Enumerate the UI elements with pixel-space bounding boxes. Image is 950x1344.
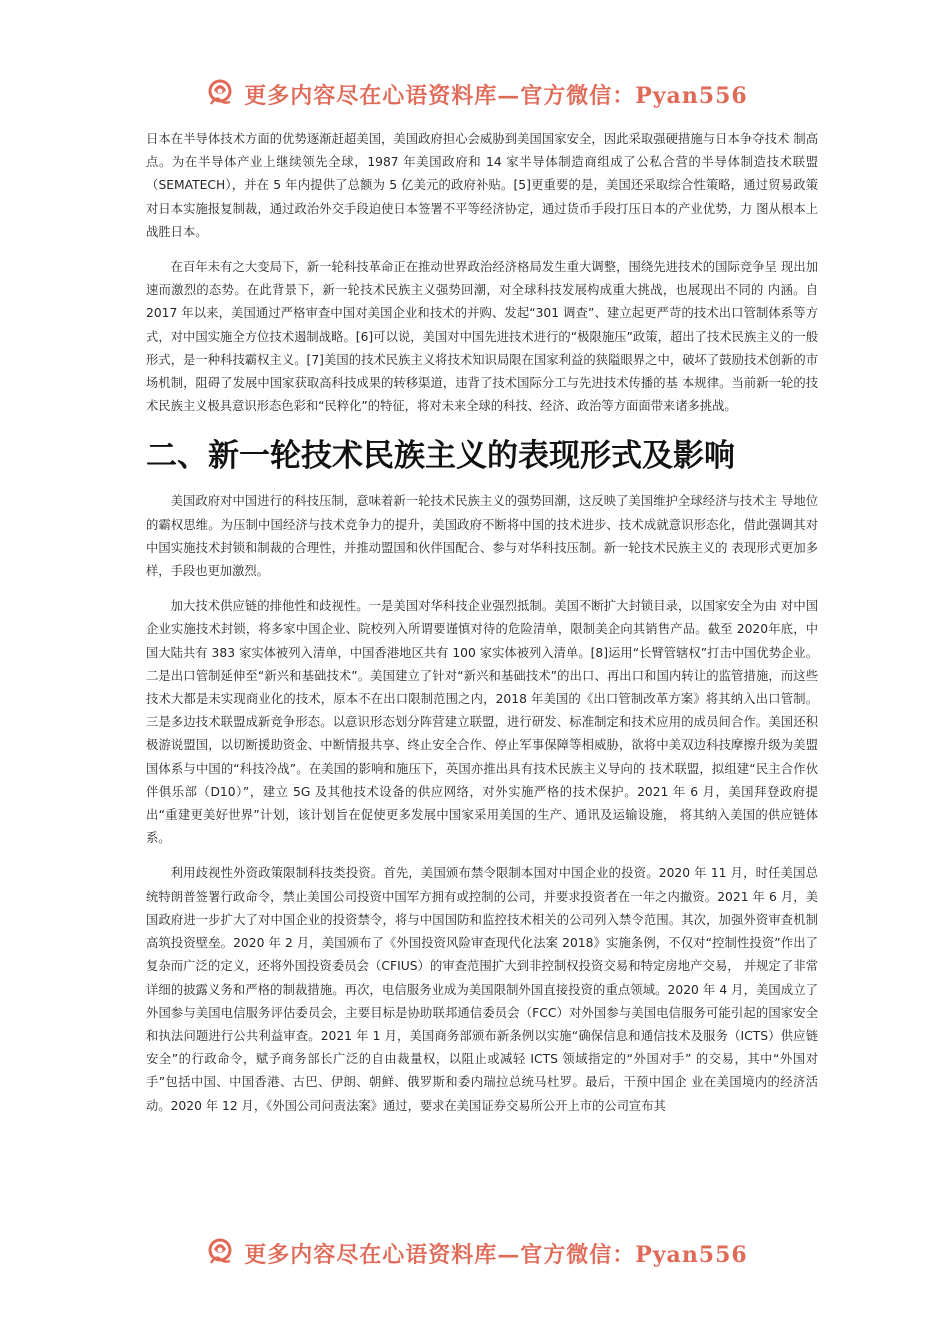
footer-watermark-banner [0,1231,950,1275]
paragraph-3: 美国政府对中国进行的科技压制，意味着新一轮技术民族主义的强势回潮，这反映了美国维护全球经济与技术主 导地位的霸权思维。为压制中国经济与技术竞争力的提升，美国政府不断将中国的技术进步、技术成就意识形态化，借此强调其对中国实施技术封锁和制裁的合理性，并推动盟国和伙伴国配合、参与对华科技压制。新一轮技术民族主义的 表现形式更加多样，手段也更加激烈。 [146,494,818,579]
paragraph-5: 利用歧视性外资政策限制科技类投资。首先，美国颁布禁令限制本国对中国企业的投资。2020 年 11 月，时任美国总统特朗普签署行政命令，禁止美国公司投资中国军方拥有或控制的公司，并要求投资者在一年之内撤资。2021 年 6 月，美国政府进一步扩大了对中国企业的投资禁令，将与中国国防和监控技术相关的公司列入禁令范围。其次，加强外资审查机制高筑投资壁垒。2020 年 2 月，美国颁布了《外国投资风险审查现代化法案 2018》实施条例，不仅对“控制性投资”作出了复杂而广泛的定义，还将外国投资委员会（CFIUS）的审查范围扩大到非控制权投资交易和特定房地产交易， 并规定了非常详细的披露义务和严格的制裁措施。再次，电信服务业成为美国限制外国直接投资的重点领域。2020 年 4 月，美国成立了外国参与美国电信服务评估委员会，主要目标是协助联邦通信委员会（FCC）对外国参与美国电信服务可能引起的国家安全和执法问题进行公共利益审查。2021 年 1 月，美国商务部颁布新条例以实施“确保信息和通信技术及服务（ICTS）供应链安全”的行政命令，赋予商务部长广泛的自由裁量权，以阻止或减轻 ICTS 领域指定的“外国对手” 的交易，其中“外国对手”包括中国、中国香港、古巴、伊朗、朝鲜、俄罗斯和委内瑞拉总统马杜罗。最后，干预中国企 业在美国境内的经济活动。2020 年 12 月，《外国公司问责法案》通过，要求在美国证券交易所公开上市的公司宣布其 [146,866,818,1113]
paragraph-4: 加大技术供应链的排他性和歧视性。一是美国对华科技企业强烈抵制。美国不断扩大封锁目录，以国家安全为由 对中国企业实施技术封锁，将多家中国企业、院校列入所谓要谨慎对待的危险清单，限制美企向其销售产品。截至 2020年底，中国大陆共有 383 家实体被列入清单，中国香港地区共有 100 家实体被列入清单。[8]运用“长臂管辖权”打击中国优势企业。二是出口管制延伸至“新兴和基础技术”。美国建立了针对“新兴和基础技术”的出口、再出口和国内转让的监管措施，而这些技术大都是未实现商业化的技术，原本不在出口限制范围之内，2018 年美国的《出口管制改革方案》将其纳入出口管制。三是多边技术联盟成新竞争形态。以意识形态划分阵营建立联盟，进行研发、标准制定和技术应用的成员间合作。美国还积极游说盟国，以切断援助资金、中断情报共享、终止安全合作、停止军事保障等相威胁，欲将中美双边科技摩擦升级为美盟国体系与中国的“科技冷战”。在美国的影响和施压下，英国亦推出具有技术民族主义导向的 技术联盟，拟组建“民主合作伙伴俱乐部（D10）”，建立 5G 及其他技术设备的供应网络，对外实施严格的技术保护。2021 年 6 月，美国拜登政府提出“重建更美好世界”计划，该计划旨在促使更多发展中国家采用美国的生产、通讯及运输设施， 将其纳入美国的供应链体系。 [146,599,818,846]
flower-logo-icon [202,76,238,112]
header-watermark-banner [0,72,950,116]
header-watermark-text: 更多内容尽在心语资料库—官方微信：Pyan556 [244,82,748,109]
document-body [146,128,818,1118]
paragraph-2: 在百年未有之大变局下，新一轮科技革命正在推动世界政治经济格局发生重大调整，围绕先进技术的国际竞争呈 现出加速而激烈的态势。在此背景下，新一轮技术民族主义强势回潮，对全球科技发展构成重大挑战，也展现出不同的 内涵。自 2017 年以来，美国通过严格审查中国对美国企业和技术的并购、发起“301 调查”、建立起更严苛的技术出口管制体系等方式，对中国实施全方位技术遏制战略。[6]可以说，美国对中国先进技术进行的“极限施压”政策，超出了技术民族主义的一般形式，是一种科技霸权主义。[7]美国的技术民族主义将技术知识局限在国家利益的狭隘眼界之中，破坏了鼓励技术创新的市场机制，阻碍了发展中国家获取高科技成果的转移渠道，违背了技术国际分工与先进技术传播的基 本规律。当前新一轮的技术民族主义极具意识形态色彩和“民粹化”的特征，将对未来全球的科技、经济、政治等方面面带来诸多挑战。 [146,260,818,414]
paragraph-1: 日本在半导体技术方面的优势逐渐赶超美国，美国政府担心会威胁到美国国家安全，因此采取强硬措施与日本争夺技术 制高点。为在半导体产业上继续领先全球，1987 年美国政府和 14 家半导体制造商组成了公私合营的半导体制造技术联盟（SEMATECH），并在 5 年内提供了总额为 5 亿美元的政府补贴。[5]更重要的是，美国还采取综合性策略，通过贸易政策对日本实施报复制裁，通过政治外交手段迫使日本签署不平等经济协定，通过货币手段打压日本的产业优势，力 图从根本上战胜日本。 [146,132,818,239]
flower-logo-icon [202,1235,238,1271]
section-heading: 二、新一轮技术民族主义的表现形式及影响 [146,438,735,475]
footer-watermark-text: 更多内容尽在心语资料库—官方微信：Pyan556 [244,1241,748,1268]
